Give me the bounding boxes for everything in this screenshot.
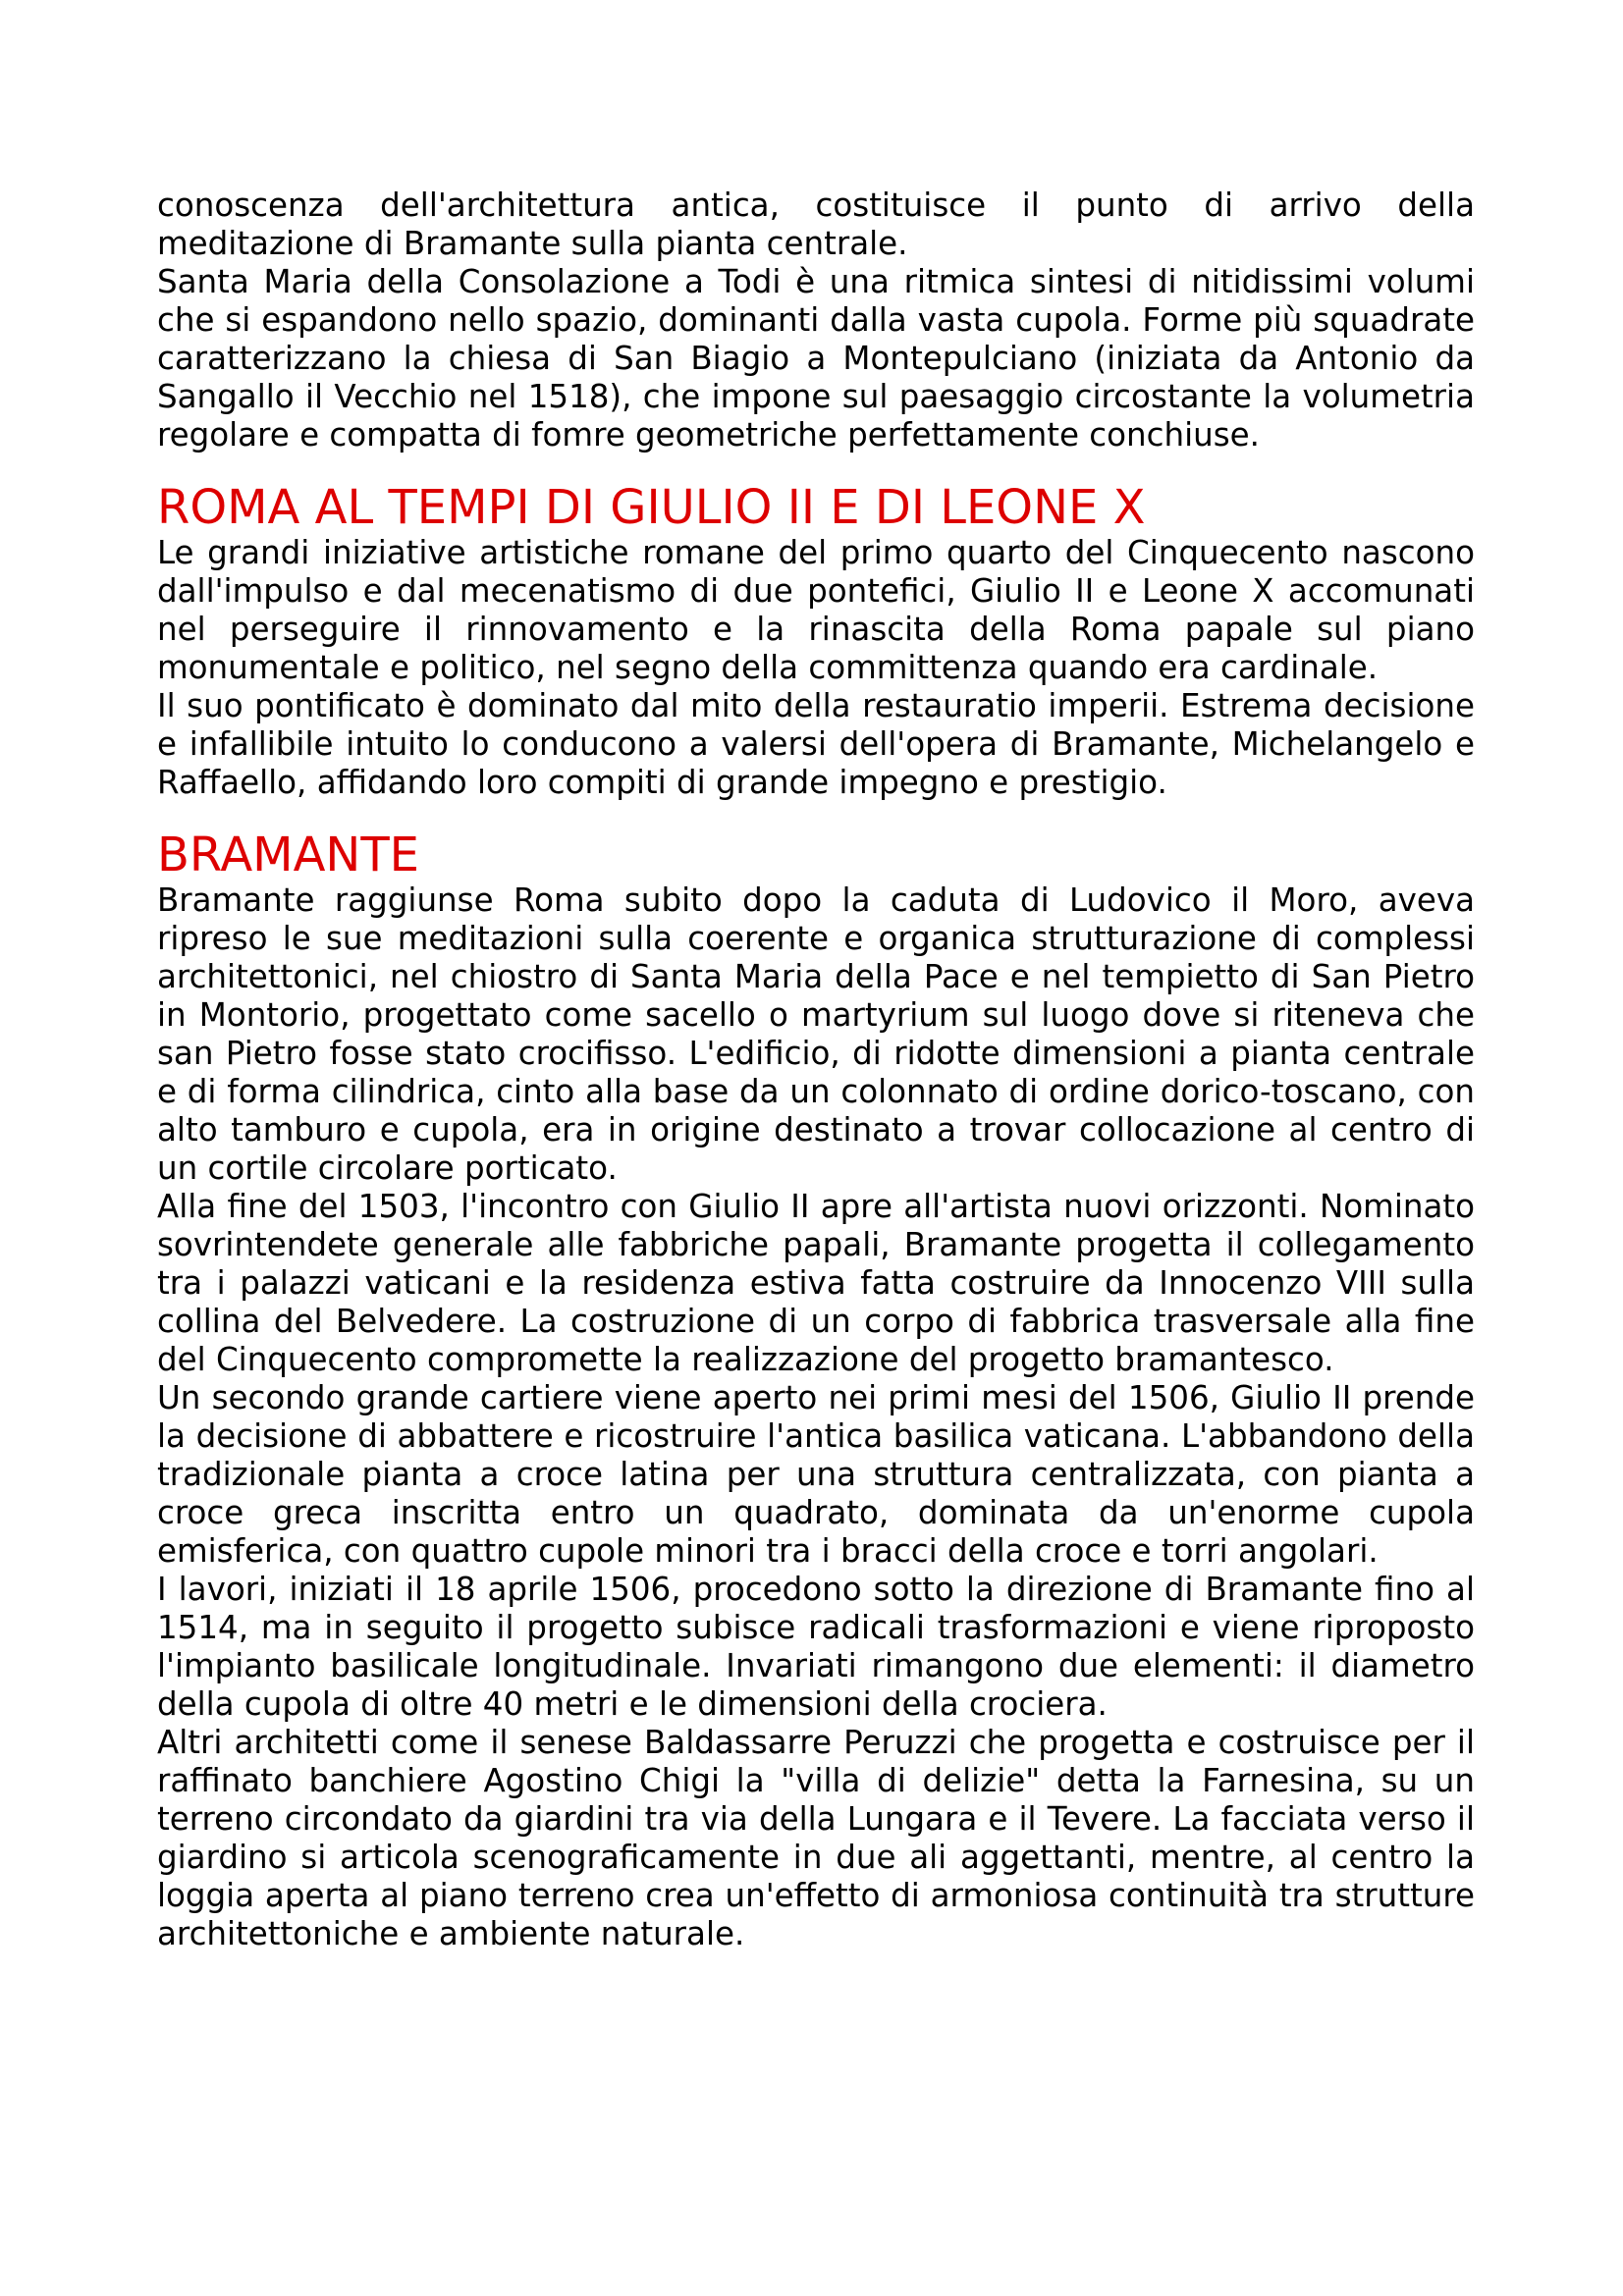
- paragraph: Santa Maria della Consolazione a Todi è una ritmica sintesi di nitidissimi volumi che si espandono nello spazio, dominanti dalla vasta cupola. Forme più squadrate caratterizzano la chiesa di San Biagio a Montepulciano (iniziata da Antonio da Sangallo il Vecchio nel 1518), che impone sul paesaggio circostante la volumetria regolare e compatta di fomre geometriche perfettamente conchiuse.: [157, 263, 1475, 454]
- paragraph: Altri architetti come il senese Baldassarre Peruzzi che progetta e costruisce per il raffinato banchiere Agostino Chigi la "villa di delizie" detta la Farnesina, su un terreno circondato da giardini tra via della Lungara e il Tevere. La facciata verso il giardino si articola scenograficamente in due ali aggettanti, mentre, al centro la loggia aperta al piano terreno crea un'effetto di armoniosa continuità tra strutture architettoniche e ambiente naturale.: [157, 1724, 1475, 1952]
- paragraph: Alla fine del 1503, l'incontro con Giulio II apre all'artista nuovi orizzonti. Nominato sovrintendete generale alle fabbriche papali, Bramante progetta il collegamento tra i palazzi vaticani e la residenza estiva fatta costruire da Innocenzo VIII sulla collina del Belvedere. La costruzione di un corpo di fabbrica trasversale alla fine del Cinquecento compromette la realizzazione del progetto bramantesco.: [157, 1188, 1475, 1378]
- paragraph: I lavori, iniziati il 18 aprile 1506, procedono sotto la direzione di Bramante fino al 1514, ma in seguito il progetto subisce radicali trasformazioni e viene riproposto l'impianto basilicale longitudinale. Invariati rimangono due elementi: il diametro della cupola di oltre 40 metri e le dimensioni della crociera.: [157, 1571, 1475, 1723]
- paragraph: Un secondo grande cartiere viene aperto nei primi mesi del 1506, Giulio II prende la decisione di abbattere e ricostruire l'antica basilica vaticana. L'abbandono della tradizionale pianta a croce latina per una struttura centralizzata, con pianta a croce greca inscritta entro un quadrato, dominata da un'enorme cupola emisferica, con quattro cupole minori tra i bracci della croce e torri angolari.: [157, 1379, 1475, 1570]
- document-page: [157, 187, 1475, 1953]
- paragraph: Il suo pontificato è dominato dal mito della restauratio imperii. Estrema decisione e infallibile intuito lo conducono a valersi dell'opera di Bramante, Michelangelo e Raffaello, affidando loro compiti di grande impegno e prestigio.: [157, 687, 1475, 801]
- section-heading-bramante: BRAMANTE: [157, 828, 419, 882]
- section-heading-roma: ROMA AL TEMPI DI GIULIO II E DI LEONE X: [157, 480, 1146, 535]
- paragraph: conoscenza dell'architettura antica, costituisce il punto di arrivo della meditazione di Bramante sulla pianta centrale.: [157, 187, 1475, 262]
- paragraph: Bramante raggiunse Roma subito dopo la caduta di Ludovico il Moro, aveva ripreso le sue meditazioni sulla coerente e organica strutturazione di complessi architettonici, nel chiostro di Santa Maria della Pace e nel tempietto di San Pietro in Montorio, progettato come sacello o martyrium sul luogo dove si riteneva che san Pietro fosse stato crocifisso. L'edificio, di ridotte dimensioni a pianta centrale e di forma cilindrica, cinto alla base da un colonnato di ordine dorico-toscano, con alto tamburo e cupola, era in origine destinato a trovar collocazione al centro di un cortile circolare porticato.: [157, 881, 1475, 1187]
- paragraph: Le grandi iniziative artistiche romane del primo quarto del Cinquecento nascono dall'impulso e dal mecenatismo di due pontefici, Giulio II e Leone X accomunati nel perseguire il rinnovamento e la rinascita della Roma papale sul piano monumentale e politico, nel segno della committenza quando era cardinale.: [157, 534, 1475, 686]
